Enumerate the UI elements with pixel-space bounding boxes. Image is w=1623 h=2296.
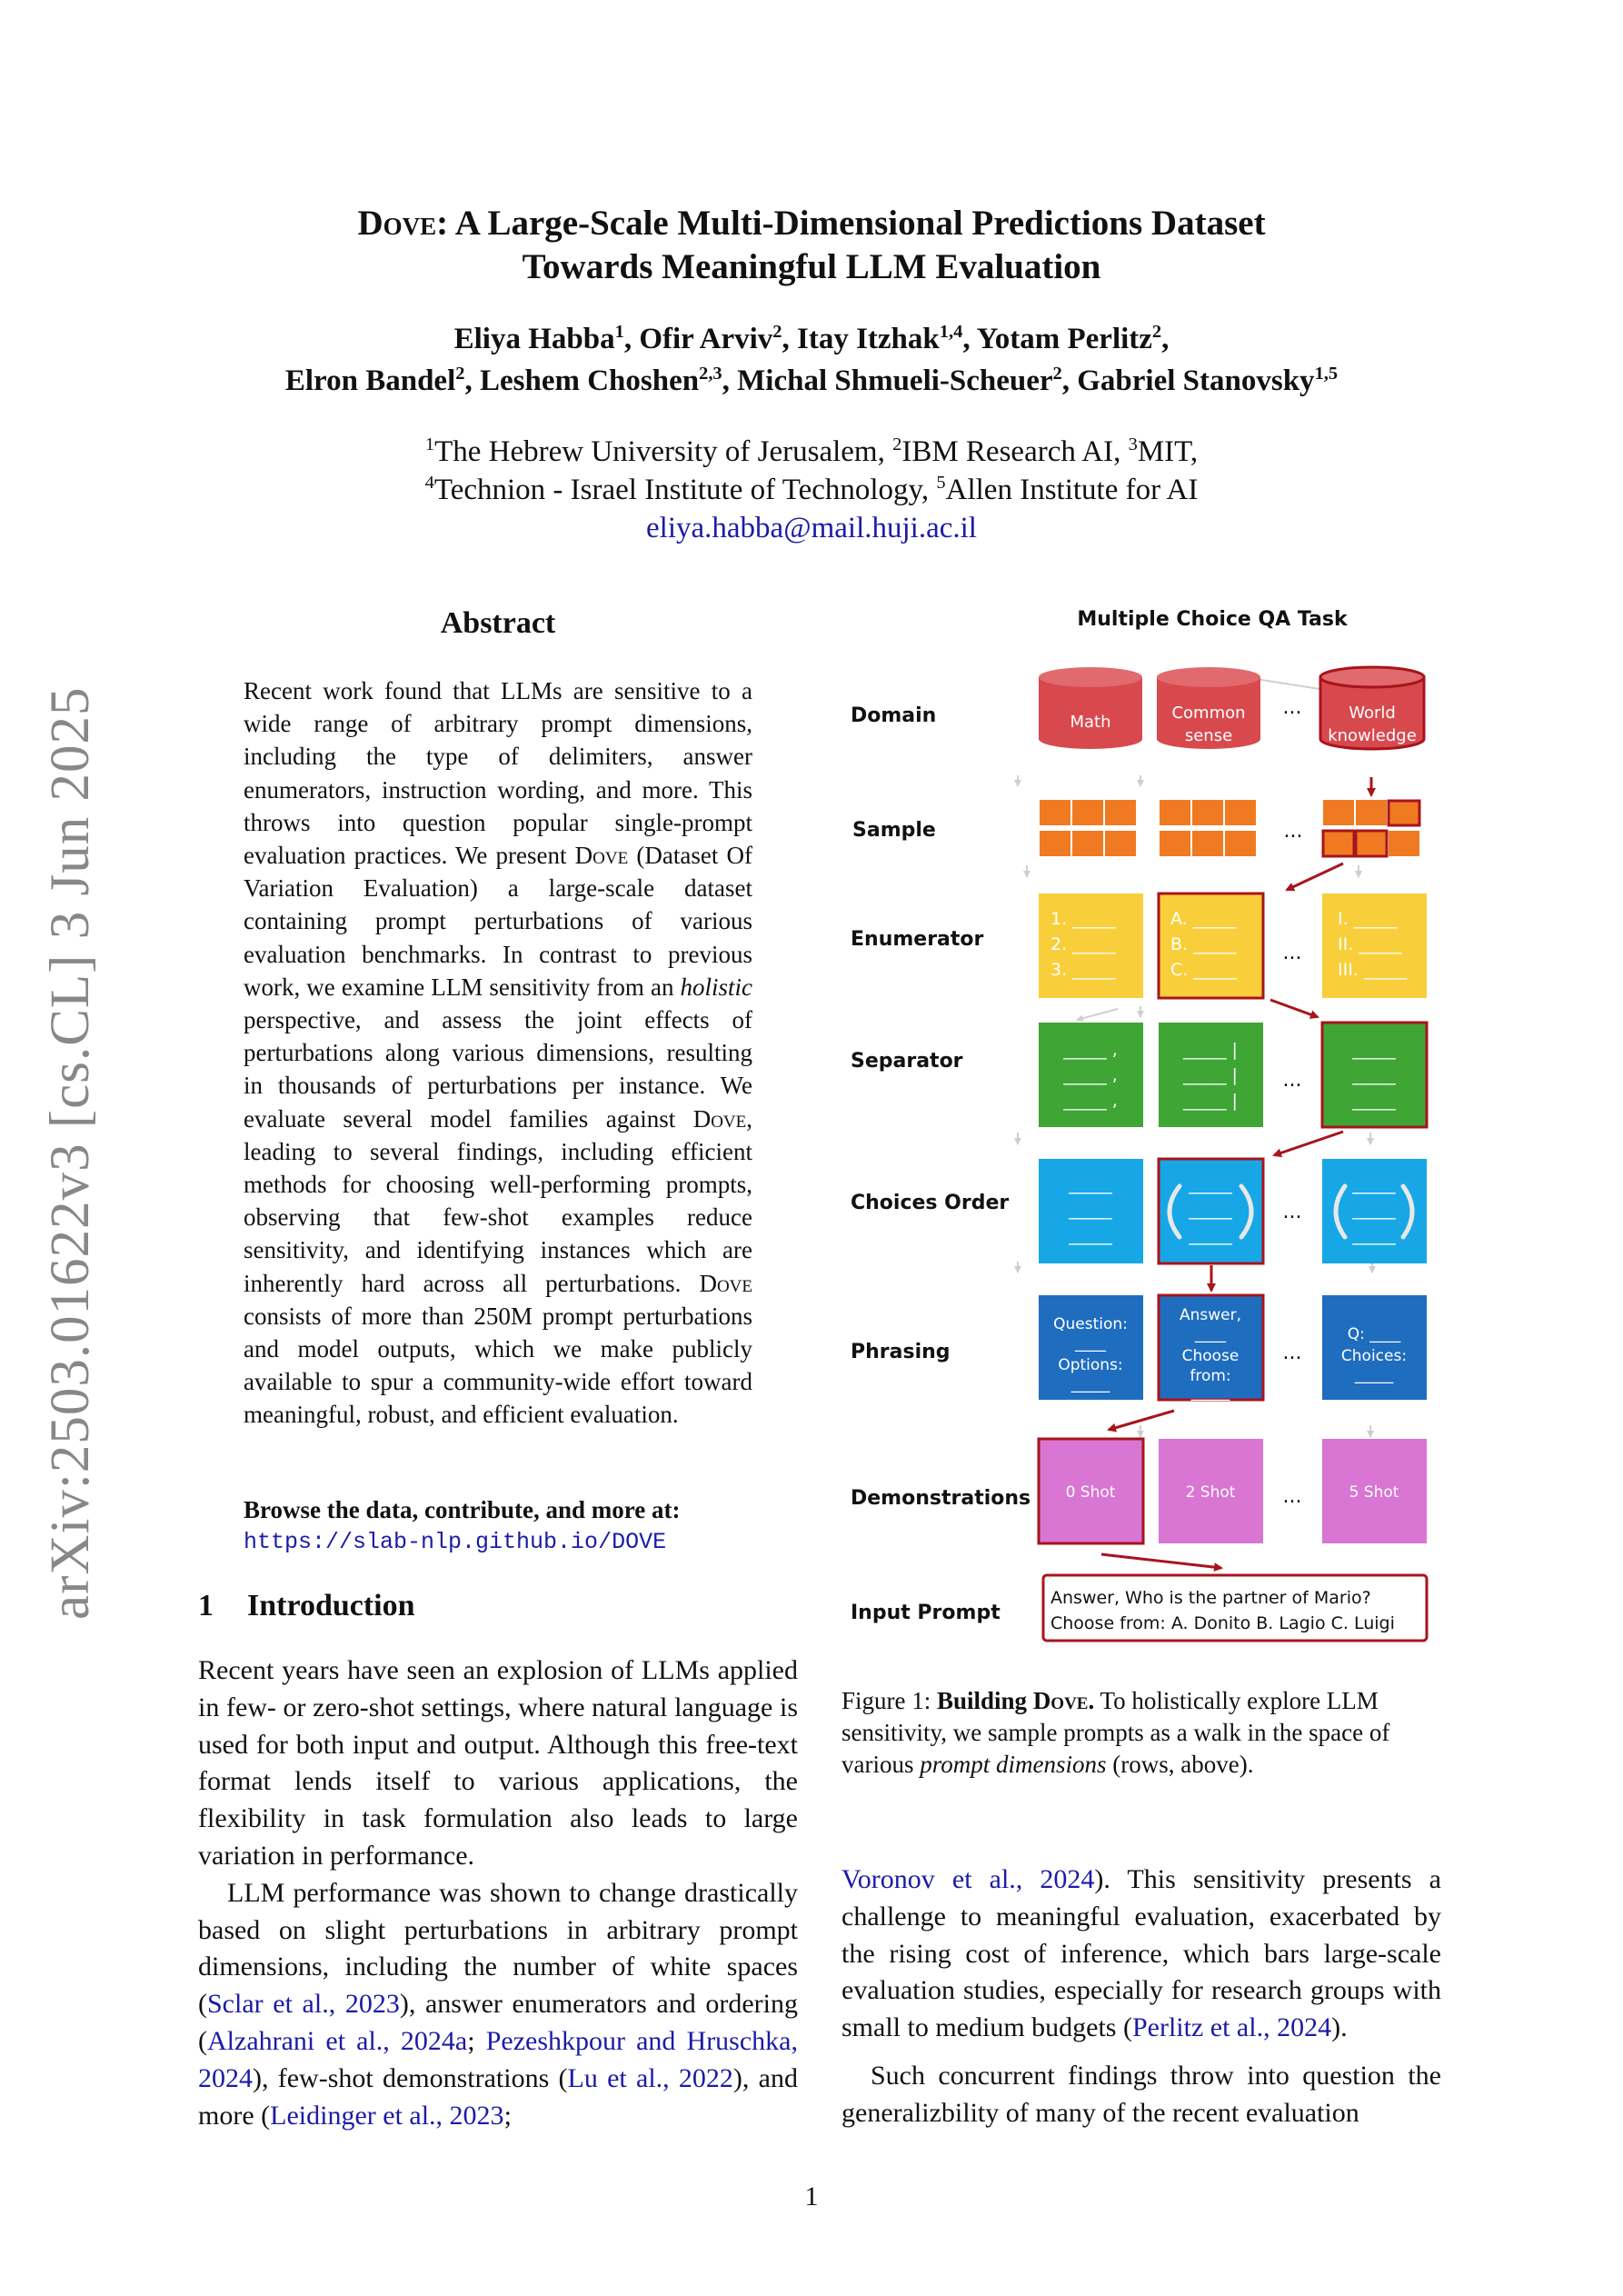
- author-name: Ofir Arviv: [639, 323, 773, 355]
- choice-line: _____: [1069, 1225, 1112, 1245]
- body-paragraph: Such concurrent findings throw into question the generalizbility of many of the recent evaluation: [841, 2060, 1441, 2128]
- caption-prefix: Figure 1:: [841, 1687, 937, 1714]
- intro-text: ), and more (: [198, 2062, 798, 2131]
- citation-link[interactable]: Alzahrani et al., 2024a: [207, 2025, 468, 2056]
- phrasing-line: Q: ____: [1347, 1325, 1401, 1343]
- ellipsis: ...: [1282, 1342, 1302, 1364]
- section-title: Introduction: [247, 1589, 415, 1622]
- row-label-phrasing: Phrasing: [851, 1341, 951, 1363]
- row-label-input-prompt: Input Prompt: [851, 1602, 1001, 1624]
- phrasing-line: Answer,: [1179, 1306, 1242, 1324]
- separator-line: _____: [1352, 1091, 1396, 1111]
- choice-line: _____: [1352, 1174, 1396, 1194]
- figure-title: Multiple Choice QA Task: [1077, 608, 1348, 631]
- domain-common-line2: sense: [1184, 726, 1233, 745]
- author-name: Elron Bandel: [284, 364, 456, 397]
- author-affiliation: 1,5: [1314, 364, 1339, 384]
- affiliation-number: 5: [936, 473, 946, 493]
- citation-link[interactable]: Sclar et al., 2023: [207, 1989, 400, 2020]
- separator-line: _____ |: [1183, 1040, 1238, 1060]
- dove-name: Dove: [699, 1269, 752, 1297]
- intro-text: LLM performance was shown to change drastically based on slight perturbations in arbitrary prompt dimensions, including the number of white spaces (: [198, 1877, 798, 2020]
- figure-dove-diagram: [836, 604, 1441, 1659]
- affiliation-number: 2: [892, 434, 902, 454]
- author-affiliation: 2: [1151, 322, 1162, 342]
- author-name: Leshem Choshen: [479, 364, 700, 397]
- author-affiliation: 2,3: [699, 364, 722, 384]
- affiliation-name: Allen Institute for AI: [945, 474, 1199, 506]
- phrasing-line: _____: [1354, 1366, 1394, 1384]
- choice-line: _____: [1069, 1200, 1112, 1220]
- title-line1: : A Large-Scale Multi-Dimensional Predictions Dataset: [436, 204, 1266, 243]
- intro-paragraph: Recent years have seen an explosion of LLMs applied in few- or zero-shot settings, where natural language is used for both input and output. Although this free-text format lends itself to various applications, the flexibility in task formulation also leads to large variation in performance.: [198, 1655, 798, 1871]
- section-heading-introduction: [198, 1589, 415, 1623]
- ellipsis: ...: [1283, 820, 1303, 843]
- body-text: ).: [1331, 2012, 1348, 2043]
- intro-text: ), answer enumerators and ordering (: [198, 1989, 798, 2056]
- abstract-text: (Dataset Of Variation Evaluation) a large-scale dataset containing prompt perturbations of various evaluation benchmarks. In contrast to previous work, we examine LLM sensitivity from an: [244, 842, 752, 1001]
- enumerator-line: 2. _____: [1050, 934, 1116, 954]
- choice-line: _____: [1189, 1225, 1232, 1245]
- affiliations: $^1$The Hebrew University of Jerusalem, $^2$IBM Research AI, $^3$MIT, $^4$Technion - Israel Institute of Technology, $^5$Allen Institute for AI eliya.habba@mail.huji.ac.il: [424, 434, 1199, 544]
- browse-label: Browse the data, contribute, and more at:: [244, 1496, 681, 1523]
- separator-line: _____ |: [1183, 1091, 1238, 1111]
- author-name: Itay Itzhak: [796, 323, 940, 355]
- citation-link[interactable]: Pezeshkpour and Hruschka, 2024: [198, 2025, 798, 2093]
- separator-line: _____: [1352, 1065, 1396, 1085]
- separator-line: _____: [1352, 1040, 1396, 1060]
- ellipsis: ...: [1282, 696, 1302, 719]
- input-prompt-line1: Answer, Who is the partner of Mario?: [1050, 1588, 1371, 1608]
- abstract-text: Recent work found that LLMs are sensitive to a wide range of arbitrary prompt dimensions, including the type of delimiters, answer enumerators, instruction wording, and more. This throws into question popular single-prompt evaluation practices. We present: [244, 677, 752, 870]
- enumerator-line: 3. _____: [1050, 960, 1116, 980]
- ellipsis: ...: [1282, 1069, 1302, 1092]
- row-label-enumerator: Enumerator: [851, 928, 984, 951]
- intro-text: ;: [503, 2100, 512, 2131]
- separator-line: _____ ,: [1063, 1091, 1118, 1111]
- row-label-separator: Separator: [851, 1050, 963, 1073]
- right-column-body: [841, 1862, 1441, 2132]
- ellipsis: ...: [1282, 942, 1302, 964]
- caption-text: To holistically explore LLM sensitivity, we sample prompts as a walk in the space of various: [841, 1687, 1390, 1778]
- sample-grid: [1039, 799, 1420, 857]
- separator-line: _____ ,: [1063, 1065, 1118, 1085]
- abstract-text: perspective, and assess the joint effects of perturbations along various dimensions, resulting in thousands of perturbations per instance. We evaluate several model families against: [244, 1006, 752, 1133]
- abstract-text: , leading to several findings, including efficient methods for choosing well-performing prompts, observing that few-shot examples reduce sensitivity, and identifying instances which are inherently hard across all perturbations.: [244, 1104, 752, 1297]
- demos-label: 0 Shot: [1065, 1483, 1116, 1502]
- choice-line: _____: [1189, 1174, 1232, 1194]
- author-name: Michal Shmueli-Scheuer: [737, 364, 1053, 397]
- citation-link[interactable]: Leidinger et al., 2023: [270, 2100, 504, 2131]
- author-affiliation: 1,4: [939, 322, 963, 342]
- citation-link[interactable]: Perlitz et al., 2024: [1131, 2012, 1332, 2043]
- enumerator-line: II. _____: [1338, 934, 1402, 954]
- row-label-demonstrations: Demonstrations: [851, 1487, 1031, 1510]
- domain-math: Math: [1070, 713, 1111, 732]
- citation-link[interactable]: Lu et al., 2022: [567, 2062, 733, 2093]
- abstract-text: consists of more than 250M prompt perturbations and model outputs, which we make publicly available to spur a community-wide effort toward meaningful, robust, and efficient evaluation.: [244, 1302, 752, 1429]
- author-affiliation: 1: [614, 322, 624, 342]
- author-affiliation: 2: [455, 364, 465, 384]
- caption-bold: Building: [937, 1687, 1033, 1714]
- enumerator-line: A. _____: [1170, 909, 1237, 929]
- author-name: Yotam Perlitz: [976, 323, 1152, 355]
- affiliation-number: 3: [1128, 434, 1138, 454]
- author-email-link[interactable]: eliya.habba@mail.huji.ac.il: [646, 512, 977, 544]
- row-label-domain: Domain: [851, 704, 937, 727]
- caption-italic: prompt dimensions: [920, 1751, 1107, 1778]
- row-label-sample: Sample: [852, 819, 936, 842]
- affiliation-name: Technion - Israel Institute of Technology: [433, 474, 921, 506]
- separator-line: _____ |: [1183, 1065, 1238, 1085]
- enumerator-line: 1. _____: [1050, 909, 1116, 929]
- caption-bold-dove: Dove: [1032, 1687, 1089, 1714]
- choice-line: _____: [1069, 1174, 1112, 1194]
- author-affiliation: 2: [772, 322, 782, 342]
- separator-line: _____ ,: [1063, 1040, 1118, 1060]
- holistic-emphasis: holistic: [680, 973, 752, 1001]
- dove-name: Dove: [692, 1104, 747, 1133]
- phrasing-line: _____: [1070, 1375, 1110, 1393]
- choice-line: _____: [1189, 1200, 1232, 1220]
- domain-world-line1: World: [1349, 704, 1396, 723]
- enumerator-line: B. _____: [1170, 934, 1237, 954]
- author-list: Eliya Habba$^1$, Ofir Arviv$^2$, Itay Itzhak$^{1,4}$, Yotam Perlitz$^2$, Elron Bandel$^2$, Leshem Choshen$^{2,3}$, Michal Shmueli-Scheuer$^2$, Gabriel Stanovsky$^{1,5}$: [284, 322, 1339, 397]
- author-affiliation: 2: [1052, 364, 1062, 384]
- dove-name: Dove: [574, 842, 629, 870]
- ellipsis: ...: [1282, 1485, 1302, 1508]
- introduction-body: [198, 1652, 798, 2134]
- abstract-body: [244, 674, 752, 1432]
- intro-paragraph: [198, 1875, 798, 2135]
- dove-url-link[interactable]: https://slab-nlp.github.io/DOVE: [244, 1529, 667, 1555]
- phrasing-line: Choices:: [1340, 1347, 1408, 1365]
- enumerator-line: C. _____: [1170, 960, 1237, 980]
- domain-common-line1: Common: [1171, 704, 1246, 723]
- title-line2: Towards Meaningful LLM Evaluation: [522, 247, 1101, 286]
- body-paragraph: [841, 1862, 1441, 2047]
- paper-title: [182, 202, 1441, 289]
- browse-data-note: [244, 1493, 752, 1559]
- title-dove: Dove: [357, 204, 437, 243]
- row-label-choices-order: Choices Order: [851, 1192, 1010, 1214]
- affiliation-number: 1: [424, 434, 435, 454]
- phrasing-line: from:: [1190, 1367, 1231, 1385]
- affiliation-name: IBM Research AI: [901, 435, 1114, 468]
- phrasing-line: ____: [1195, 1325, 1226, 1343]
- phrasing-line: Question:: [1053, 1315, 1128, 1333]
- page-number: 1: [804, 2181, 819, 2211]
- figure-caption: [841, 1685, 1441, 1781]
- affiliation-name: MIT: [1137, 435, 1190, 468]
- phrasing-line: Choose: [1181, 1347, 1240, 1365]
- choice-line: _____: [1352, 1225, 1396, 1245]
- body-text: ). This sensitivity presents a challenge to meaningful evaluation, exacerbated by the rising cost of inference, which bars large-scale evaluation studies, especially for research groups with small to medium budgets (: [841, 1864, 1441, 2043]
- demos-label: 5 Shot: [1349, 1483, 1399, 1502]
- ellipsis: ...: [1282, 1201, 1302, 1223]
- caption-text: (rows, above).: [1106, 1751, 1254, 1778]
- demos-label: 2 Shot: [1185, 1483, 1236, 1502]
- author-name: Gabriel Stanovsky: [1077, 364, 1315, 397]
- affiliation-name: The Hebrew University of Jerusalem: [434, 435, 878, 468]
- phrasing-line: _____: [1190, 1383, 1230, 1402]
- enumerator-line: III. _____: [1338, 960, 1408, 980]
- enumerator-line: I. _____: [1338, 909, 1398, 929]
- caption-bold: .: [1088, 1687, 1095, 1714]
- affiliation-number: 4: [424, 473, 434, 493]
- arxiv-identifier: arXiv:2503.01622v3 [cs.CL] 3 Jun 2025: [40, 686, 101, 1620]
- phrasing-line: Options:: [1058, 1356, 1123, 1374]
- intro-text: ;: [467, 2025, 486, 2056]
- abstract-heading: Abstract: [440, 606, 556, 640]
- intro-text: ), few-shot demonstrations (: [253, 2062, 568, 2093]
- section-number: 1: [198, 1589, 214, 1622]
- domain-world-line2: knowledge: [1328, 726, 1417, 745]
- author-name: Eliya Habba: [453, 323, 615, 355]
- phrasing-line: ____: [1075, 1334, 1106, 1353]
- choice-line: _____: [1352, 1200, 1396, 1220]
- citation-link[interactable]: Voronov et al., 2024: [841, 1864, 1095, 1894]
- input-prompt-line2: Choose from: A. Donito B. Lagio C. Luigi: [1050, 1613, 1395, 1633]
